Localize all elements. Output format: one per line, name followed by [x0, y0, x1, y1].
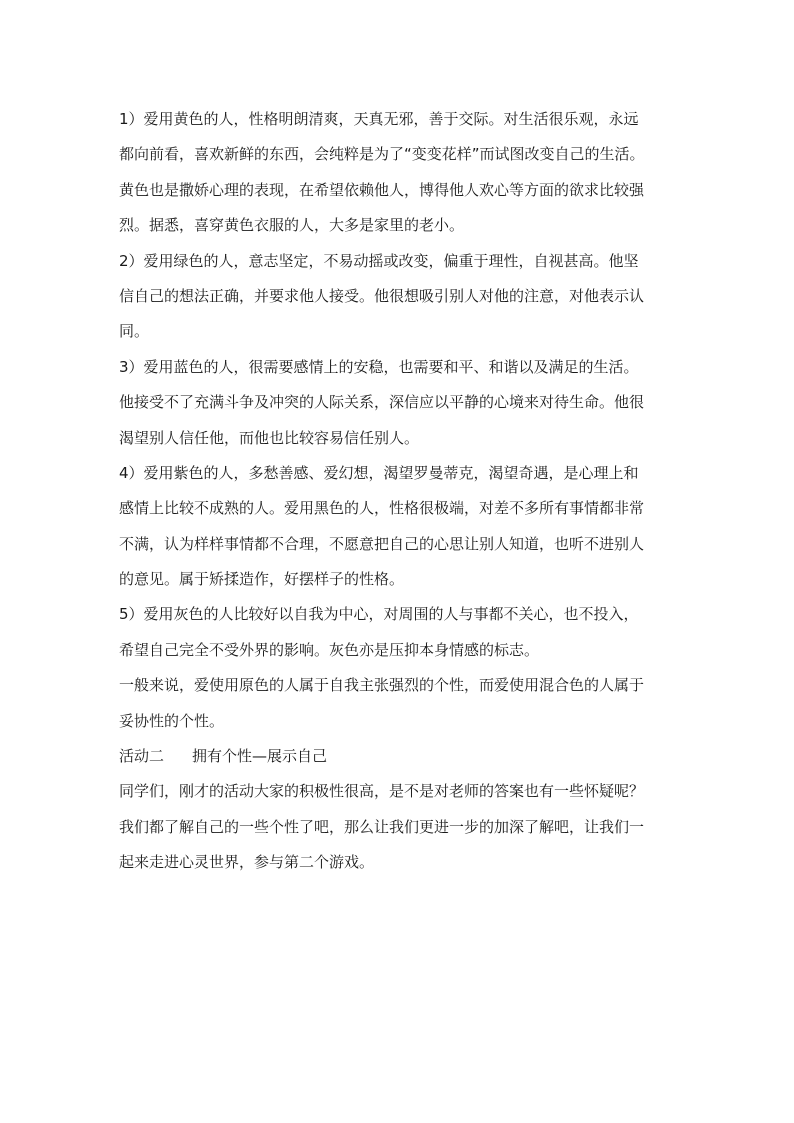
- paragraph-green-line-1: 2）爱用绿色的人，意志坚定，不易动摇或改变，偏重于理性，自视甚高。他坚: [119, 251, 639, 270]
- paragraph-gray-line-1: 5）爱用灰色的人比较好以自我为中心，对周围的人与事都不关心，也不投入，: [119, 605, 639, 624]
- paragraph-blue-line-1: 3）爱用蓝色的人，很需要感情上的安稳，也需要和平、和谐以及满足的生活。: [119, 357, 639, 376]
- paragraph-purple-line-4: 的意见。属于矫揉造作，好摆样子的性格。: [119, 570, 405, 589]
- paragraph-green-line-3: 同。: [119, 322, 150, 341]
- paragraph-yellow-line-3: 黄色也是撒娇心理的表现，在希望依赖他人，博得他人欢心等方面的欲求比较强: [119, 180, 645, 199]
- paragraph-purple-line-3: 不满，认为样样事情都不合理，不愿意把自己的心思让别人知道，也听不进别人: [119, 534, 645, 553]
- paragraph-yellow-line-2: 都向前看，喜欢新鲜的东西，会纯粹是为了“变变花样”而试图改变自己的生活。: [119, 145, 645, 164]
- paragraph-gray-line-2: 希望自己完全不受外界的影响。灰色亦是压抑本身情感的标志。: [119, 640, 540, 659]
- closing-line-3: 起来走进心灵世界，参与第二个游戏。: [119, 853, 375, 872]
- paragraph-purple-line-2: 感情上比较不成熟的人。爱用黑色的人，性格很极端，对差不多所有事情都非常: [119, 499, 645, 518]
- paragraph-purple-line-1: 4）爱用紫色的人，多愁善感、爱幻想，渴望罗曼蒂克，渴望奇遇，是心理上和: [119, 463, 639, 482]
- closing-line-2: 我们都了解自己的一些个性了吧，那么让我们更进一步的加深了解吧，让我们一: [119, 817, 645, 836]
- paragraph-yellow-line-4: 烈。据悉，喜穿黄色衣服的人，大多是家里的老小。: [119, 216, 465, 235]
- paragraph-yellow-line-1: 1）爱用黄色的人，性格明朗清爽，天真无邪，善于交际。对生活很乐观，永远: [119, 110, 639, 128]
- closing-line-1: 同学们，刚才的活动大家的积极性很高，是不是对老师的答案也有一些怀疑呢？: [119, 782, 645, 801]
- paragraph-blue-line-3: 渴望别人信任他，而他也比较容易信任别人。: [119, 428, 420, 447]
- paragraph-summary-line-1: 一般来说，爱使用原色的人属于自我主张强烈的个性，而爱使用混合色的人属于: [119, 676, 645, 695]
- paragraph-summary-line-2: 妥协性的个性。: [119, 711, 225, 730]
- paragraph-green-line-2: 信自己的想法正确，并要求他人接受。他很想吸引别人对他的注意，对他表示认: [119, 286, 645, 305]
- activity-label: 活动二: [119, 747, 165, 766]
- document-page: [119, 102, 679, 881]
- activity-title: 拥有个性—展示自己: [192, 747, 328, 766]
- activity-heading: [119, 739, 679, 774]
- paragraph-blue-line-2: 他接受不了充满斗争及冲突的人际关系，深信应以平静的心境来对待生命。他很: [119, 393, 645, 412]
